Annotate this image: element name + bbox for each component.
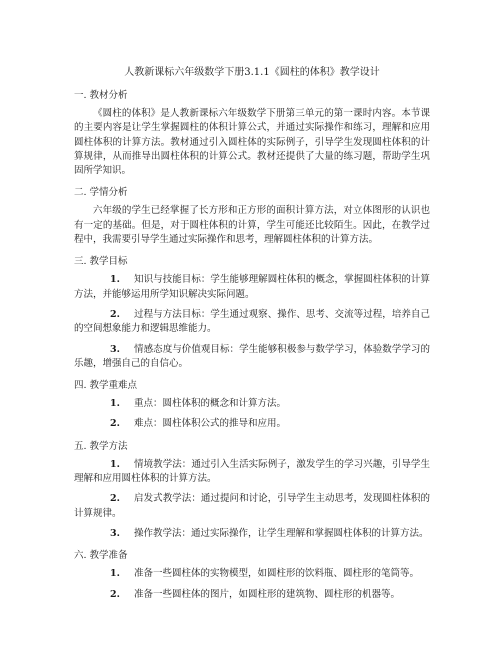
list-number: 3. [110, 343, 120, 355]
list-number: 3. [110, 527, 120, 539]
list-text: 准备一些圆柱体的实物模型，如圆柱形的饮料瓶、圆柱形的笔筒等。 [134, 568, 420, 580]
list-item [74, 397, 430, 411]
section-student-analysis [74, 186, 430, 247]
section-paragraph: 《圆柱的体积》是人教新课标六年级数学下册第三单元的第一课时内容。本节课的主要内容是让学生掌握圆柱的体积计算公式，并通过实际操作和练习，理解和应用圆柱体积的计算方法。教材通过引入圆柱体的实际例子，引导学生发现圆柱体积的计算规律，从而推导出圆柱体积的计算公式。教材还提供了大量的练习题，帮助学生巩固所学知识。 [74, 108, 430, 177]
list-number: 1. [110, 398, 120, 410]
section-key-points [74, 379, 430, 432]
list-number: 2. [110, 308, 120, 320]
list-number: 1. [110, 568, 120, 580]
list-item [74, 458, 430, 487]
list-number: 1. [110, 458, 120, 470]
list-text: 启发式教学法：通过提问和讨论，引导学生主动思考，发现圆柱体积的计算规律。 [74, 493, 430, 519]
section-heading: 六. 教学准备 [74, 550, 128, 562]
list-item [74, 273, 430, 302]
document-title: 人教新课标六年级数学下册3.1.1《圆柱的体积》教学设计 [124, 67, 380, 78]
list-number: 2. [110, 418, 120, 430]
list-text: 重点：圆柱体积的概念和计算方法。 [134, 398, 287, 410]
section-teaching-goals [74, 255, 430, 371]
list-item [74, 567, 430, 581]
list-item [74, 417, 430, 431]
section-teaching-methods [74, 440, 430, 541]
list-item [74, 343, 430, 372]
list-text: 难点：圆柱体积公式的推导和应用。 [134, 418, 287, 430]
document-page [74, 66, 430, 608]
section-paragraph: 六年级的学生已经掌握了长方形和正方形的面积计算方法，对立体图形的认识也有一定的基础。但是，对于圆柱体积的计算，学生可能还比较陌生。因此，在教学过程中，我需要引导学生通过实际操作和思考，理解圆柱体积的计算方法。 [74, 205, 430, 246]
list-item [74, 588, 430, 602]
list-text: 过程与方法目标：学生通过观察、操作、思考、交流等过程，培养自己的空间想象能力和逻辑思维能力。 [74, 308, 430, 335]
list-text: 知识与技能目标：学生能够理解圆柱体积的概念，掌握圆柱体积的计算方法，并能够运用所学知识解决实际问题。 [74, 274, 430, 300]
list-item [74, 527, 430, 541]
list-item [74, 492, 430, 521]
section-teaching-preparation [74, 549, 430, 602]
list-number: 1. [110, 274, 120, 286]
section-heading: 一. 教材分析 [74, 90, 128, 101]
list-number: 2. [110, 493, 120, 505]
section-heading: 五. 教学方法 [74, 440, 128, 452]
section-textbook-analysis [74, 89, 430, 178]
list-number: 2. [110, 588, 120, 600]
section-heading: 三. 教学目标 [74, 256, 128, 268]
list-text: 操作教学法：通过实际操作，让学生理解和掌握圆柱体积的计算方法。 [134, 527, 429, 539]
section-heading: 四. 教学重难点 [74, 380, 138, 392]
list-item [74, 308, 430, 337]
list-text: 准备一些圆柱体的图片，如圆柱形的建筑物、圆柱形的机器等。 [134, 588, 401, 600]
section-heading: 二. 学情分析 [74, 187, 128, 199]
list-text: 情感态度与价值观目标：学生能够积极参与数学学习，体验数学学习的乐趣，增强自己的自信心。 [74, 343, 430, 369]
list-text: 情境教学法：通过引入生活实际例子，激发学生的学习兴趣，引导学生理解和应用圆柱体积的计算方法。 [74, 458, 430, 485]
